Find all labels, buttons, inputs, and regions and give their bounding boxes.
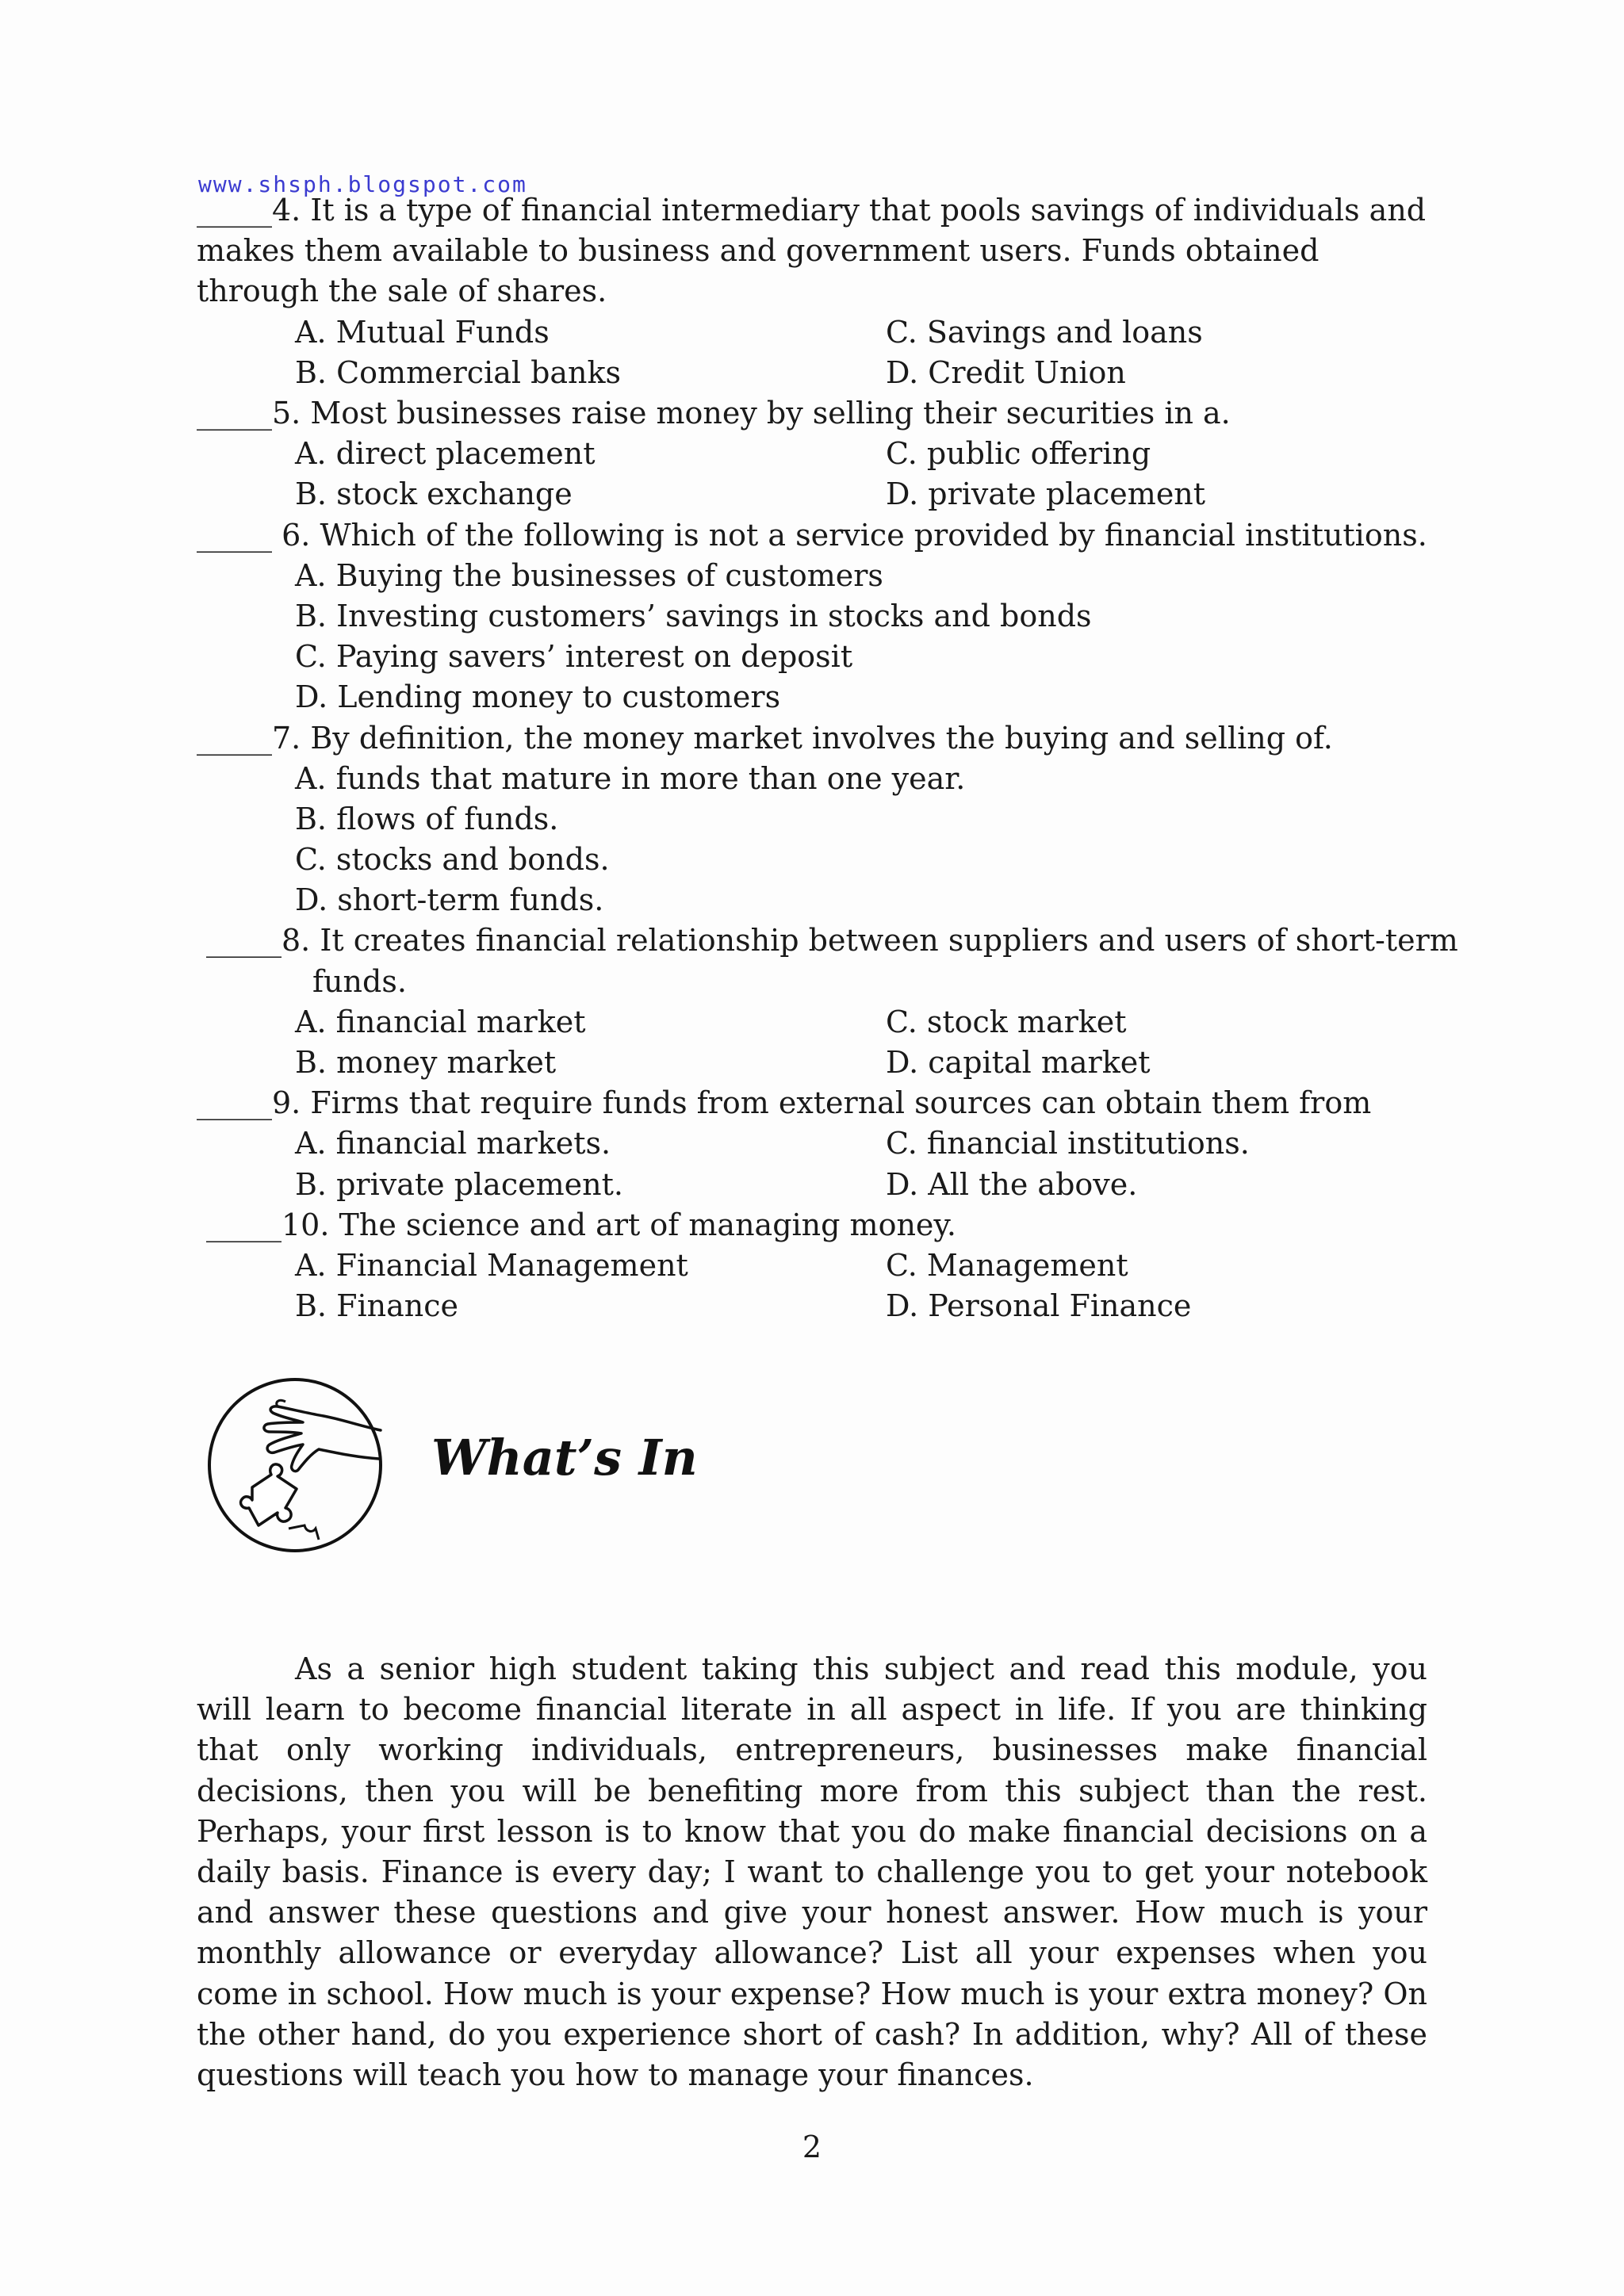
question-number: 9. [272, 1085, 301, 1121]
question-number: 10. [282, 1207, 330, 1242]
option-d: D. private placement [886, 476, 1206, 512]
question-text: Which of the following is not a service provided by financial institutions. [310, 517, 1427, 553]
option-b: B. private placement. [295, 1166, 623, 1202]
option-a: A. Financial Management [295, 1247, 688, 1283]
question-stem [197, 190, 1434, 312]
options [295, 556, 1434, 718]
question-stem [197, 718, 1434, 759]
option-c: C. stocks and bonds. [295, 842, 610, 878]
question-stem [197, 393, 1434, 434]
answer-blank: _____ [206, 1207, 282, 1242]
option-a: A. financial market [295, 1004, 586, 1039]
question-10 [197, 1205, 1434, 1327]
answer-blank: _____ [197, 517, 282, 553]
options [295, 434, 1434, 515]
hand-puzzle-icon [200, 1370, 390, 1560]
question-5 [197, 393, 1434, 515]
options [295, 759, 1434, 921]
question-number: 6. [282, 517, 311, 553]
option-d: D. capital market [886, 1045, 1151, 1081]
answer-blank: _____ [197, 1085, 272, 1121]
answer-blank: _____ [197, 720, 272, 756]
answer-blank: _____ [197, 193, 272, 228]
answer-blank: _____ [197, 396, 272, 430]
question-text: It is a type of financial intermediary that pools savings of individuals and makes them available to business and government users. Funds obtained through the sale of shares. [197, 193, 1427, 309]
option-c: C. public offering [886, 436, 1151, 472]
question-4 [197, 190, 1434, 393]
options [295, 312, 1434, 393]
question-text: Most businesses raise money by selling their securities in a. [301, 396, 1231, 430]
option-c: C. Savings and loans [886, 314, 1203, 350]
option-b: B. Commercial banks [295, 354, 622, 390]
question-stem [206, 920, 1458, 961]
option-d: D. Credit Union [886, 354, 1126, 390]
section-header [200, 1370, 993, 1560]
body-paragraph: As a senior high student taking this subject and read this module, you will learn to become financial literate in all aspect in life. If you are thinking that only working individuals, entrepreneurs, businesses make financial decisions, then you will be benefiting more from this subject than the rest. Perhaps, your first lesson is to know that you do make financial decisions on a daily basis. Finance is every day; I want to challenge you to get your notebook and answer these questions and give your honest answer. How much is your monthly allowance or everyday allowance? List all your expenses when you come in school. How much is your expense? How much is your extra money? On the other hand, do you experience short of cash? In addition, why? All of these questions will teach you how to manage your finances. [197, 1651, 1427, 2093]
question-text: Firms that require funds from external sources can obtain them from [301, 1085, 1372, 1121]
question-stem [206, 1205, 1434, 1246]
option-c: C. Management [886, 1247, 1128, 1283]
option-b: B. flows of funds. [295, 801, 559, 836]
options [295, 1246, 1434, 1326]
option-d: D. Lending money to customers [295, 679, 781, 715]
question-text: It creates financial relationship between suppliers and users of short-term [310, 923, 1458, 959]
option-a: A. Buying the businesses of customers [295, 557, 883, 593]
answer-blank: _____ [206, 923, 282, 959]
section-title: What’s In [431, 1429, 698, 1487]
option-b: B. stock exchange [295, 476, 573, 512]
question-number: 4. [272, 193, 301, 228]
option-d: D. All the above. [886, 1166, 1138, 1202]
question-8 [197, 920, 1458, 1083]
option-b: B. Finance [295, 1288, 458, 1324]
question-stem [197, 515, 1434, 556]
question-number: 8. [282, 923, 311, 959]
option-c: C. stock market [886, 1004, 1127, 1039]
question-number: 5. [272, 396, 301, 430]
option-a: A. financial markets. [295, 1126, 611, 1161]
option-a: A. direct placement [295, 436, 596, 472]
question-7 [197, 718, 1434, 921]
option-a: A. Mutual Funds [295, 314, 550, 350]
question-number: 7. [272, 720, 301, 756]
question-9 [197, 1083, 1434, 1205]
option-b: B. money market [295, 1045, 557, 1081]
option-c: C. Paying savers’ interest on deposit [295, 639, 853, 675]
option-d: D. Personal Finance [886, 1288, 1192, 1324]
question-text: By definition, the money market involves the buying and selling of. [301, 720, 1333, 756]
options [295, 1123, 1434, 1204]
watermark-url: www.shsph.blogspot.com [198, 171, 527, 197]
question-6 [197, 515, 1434, 718]
question-text: The science and art of managing money. [329, 1207, 956, 1242]
option-c: C. financial institutions. [886, 1126, 1250, 1161]
option-d: D. short-term funds. [295, 882, 604, 918]
question-stem-continued: funds. [312, 963, 407, 999]
question-stem [197, 1083, 1434, 1123]
option-a: A. funds that mature in more than one year. [295, 760, 966, 796]
option-b: B. Investing customers’ savings in stocks and bonds [295, 598, 1092, 633]
page-number: 2 [802, 2130, 822, 2164]
quiz-items [197, 190, 1458, 1326]
options [295, 1002, 1434, 1083]
